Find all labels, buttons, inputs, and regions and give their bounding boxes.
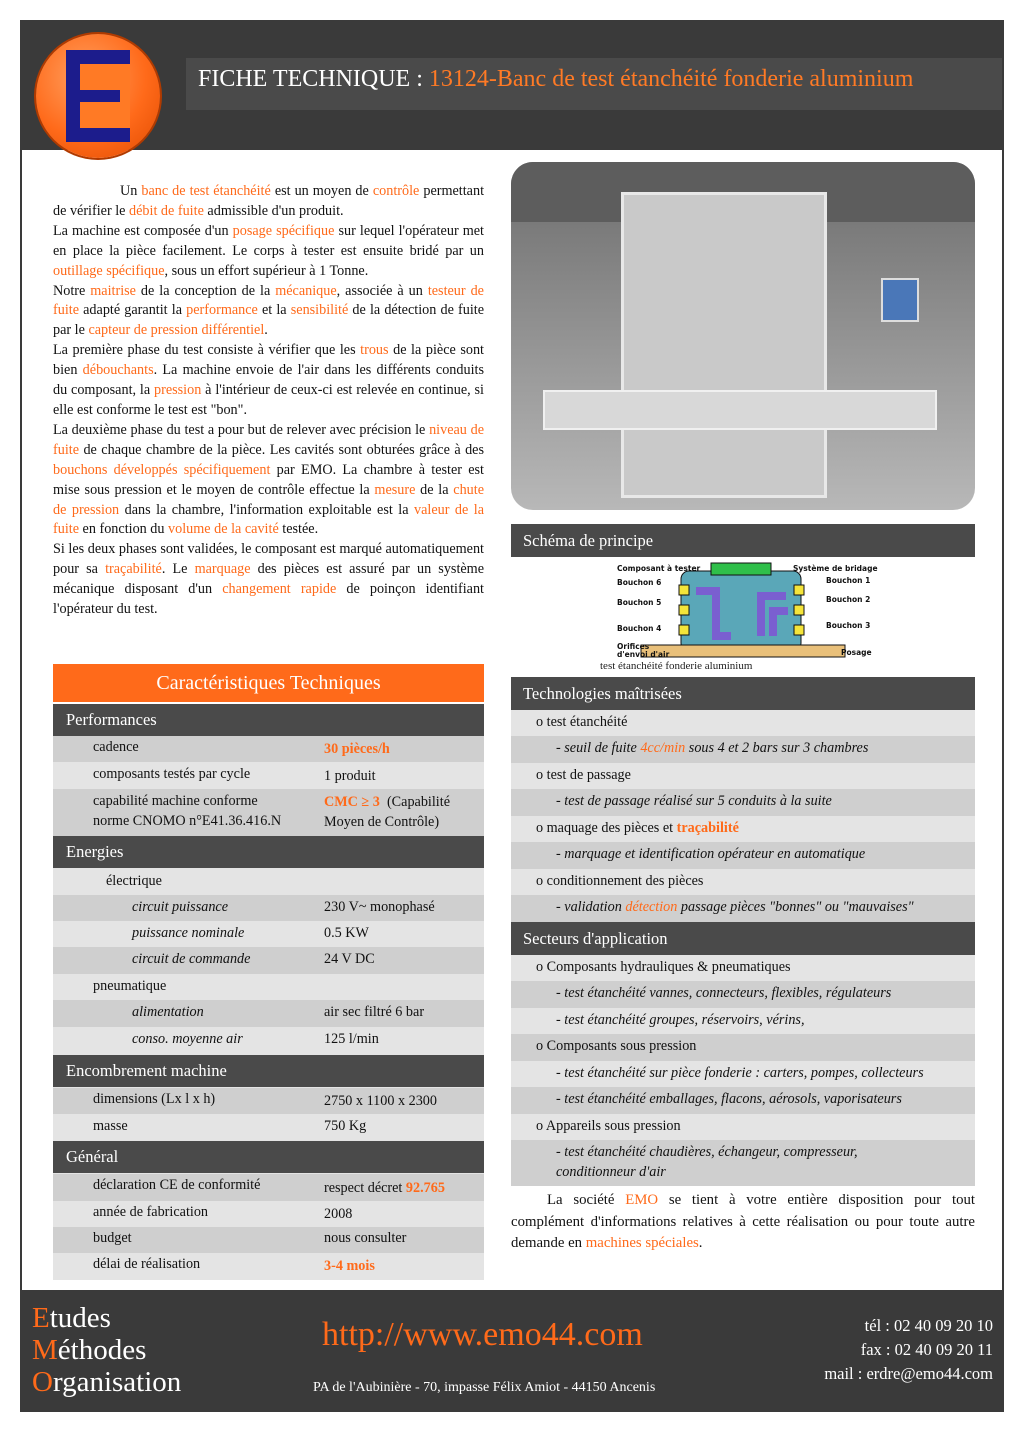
row-pneumatique: pneumatique [93, 978, 167, 994]
intro-text [53, 182, 484, 620]
sector-detail-1b: - test étanchéité groupes, réservoirs, vérins, [556, 1012, 805, 1028]
footer-fax: fax : 02 40 09 20 11 [860, 1340, 993, 1359]
group-general: Général [53, 1141, 484, 1173]
schema-label-b4: Bouchon 4 [617, 624, 662, 633]
intro-paragraph: La deuxième phase du test a pour but de relever avec précision le niveau de fuite de chaque chambre de la pièce. Les cavités sont obturées grâce à des bouchons développés spécifiquement par EMO. La chambre à tester est mise sous pression et le moyen de contrôle effectue la mesure de la chute de pression dans la chambre, l'information exploitable est la valeur de la fuite en fonction du volume de la cavité testée. [53, 421, 485, 538]
intro-paragraph: Notre maitrise de la conception de la mécanique, associée à un testeur de fuite adapté garantit la performance et la sensibilité de la détection de fuite par le capteur de pression différentiel. [53, 282, 485, 339]
tech-item-1: o test étanchéité [536, 714, 628, 730]
schema-label-orifices-2: d'envoi d'air [617, 650, 670, 659]
footer-contact [824, 1314, 993, 1386]
row-circuit-puissance: circuit puissance 230 V~ monophasé [53, 895, 484, 921]
schema-caption: test étanchéité fonderie aluminium [600, 660, 753, 672]
schema-label-bridage: Système de bridage [793, 564, 878, 573]
row-budget: budget nous consulter [53, 1227, 484, 1253]
group-encombrement: Encombrement machine [53, 1055, 484, 1087]
row-alimentation: alimentation air sec filtré 6 bar [53, 1000, 484, 1027]
tech-detail-1: - seuil de fuite 4cc/min sous 4 et 2 bars sur 3 chambres [511, 736, 975, 763]
intro-paragraph: Si les deux phases sont validées, le composant est marqué automatiquement pour sa traçabilité. Le marquage des pièces est assuré par un système mécanique disposant d'un changement rapide de poinçon identifiant l'opérateur du test. [53, 541, 485, 618]
row-circuit-commande: circuit de commande 24 V DC [53, 947, 484, 974]
row-cadence: cadence 30 pièces/h [53, 736, 484, 762]
page-title: FICHE TECHNIQUE : 13124-Banc de test étanchéité fonderie aluminium [198, 66, 914, 92]
row-capabilite: capabilité machine conforme norme CNOMO n°E41.36.416.N CMC ≥ 3 (Capabilité Moyen de Contrôle) [53, 789, 484, 836]
closing-text: La société EMO se tient à votre entière disposition pour tout complément d'informations relatives à cette réalisation ou pour toute autre demande en machines spéciales. [511, 1192, 975, 1251]
row-puissance-nominale: puissance nominale 0.5 KW [132, 925, 369, 941]
row-annee: année de fabrication 2008 [93, 1204, 353, 1222]
tech-item-3: o maquage des pièces et traçabilité [536, 820, 739, 836]
schema-label-orifices-1: Orifices [617, 642, 650, 651]
sector-detail-2a: - test étanchéité sur pièce fonderie : carters, pompes, collecteurs [556, 1065, 924, 1081]
sector-detail-2b: - test étanchéité emballages, flacons, aérosols, vaporisateurs [511, 1087, 975, 1114]
schema-diagram [511, 557, 975, 677]
tech-detail-4: - validation détection passage pièces "bonnes" ou "mauvaises" [511, 895, 975, 922]
schema-label-b2: Bouchon 2 [826, 595, 871, 604]
sector-detail-1a: - test étanchéité vannes, connecteurs, flexibles, régulateurs [511, 981, 975, 1008]
footer-address: PA de l'Aubinière - 70, impasse Félix Amiot - 44150 Ancenis [313, 1380, 656, 1395]
schema-heading: Schéma de principe [511, 524, 975, 557]
row-composants: composants testés par cycle 1 produit [93, 766, 376, 784]
schema-label-b1: Bouchon 1 [826, 576, 871, 585]
characteristics-title: Caractéristiques Techniques [53, 664, 484, 702]
machine-photo [511, 162, 975, 510]
sector-detail-3: - test étanchéité chaudières, échangeur, compresseur, conditionneur d'air [511, 1140, 975, 1186]
row-masse: masse 750 Kg [93, 1118, 367, 1134]
footer-mail[interactable]: mail : erdre@emo44.com [824, 1364, 993, 1383]
footer-company-name: Etudes Méthodes Organisation [32, 1302, 182, 1398]
schema-label-posage: Posage [841, 648, 872, 657]
schema-label-b5: Bouchon 5 [617, 598, 662, 607]
sector-item-3: o Appareils sous pression [536, 1118, 681, 1134]
row-ce: déclaration CE de conformité respect décret 92.765 [53, 1174, 484, 1201]
intro-paragraph: La première phase du test consiste à vérifier que les trous de la pièce sont bien débouchants. La machine envoie de l'air dans les différents conduits du composant, la pression à l'intérieur de ceux-ci est relevée en continue, si elle est conforme le test est "bon". [53, 342, 484, 418]
sector-item-2: o Composants sous pression [511, 1034, 975, 1061]
intro-paragraph: La machine est composée d'un posage spécifique sur lequel l'opérateur met en place la pièce facilement. Le corps à tester est ensuite bridé par un outillage spécifique, sous un effort supérieur à 1 Tonne. [53, 222, 484, 279]
schema-label-b6: Bouchon 6 [617, 578, 662, 587]
row-delai: délai de réalisation 3-4 mois [93, 1256, 375, 1274]
group-performances: Performances [53, 704, 484, 736]
footer-tel: tél : 02 40 09 20 10 [864, 1316, 993, 1335]
row-conso: conso. moyenne air 125 l/min [132, 1031, 379, 1047]
emo-logo [36, 34, 160, 158]
tech-item-4: o conditionnement des pièces [536, 873, 704, 889]
sector-item-1: o Composants hydrauliques & pneumatiques [536, 959, 791, 975]
intro-paragraph: Un banc de test étanchéité est un moyen de contrôle permettant de vérifier le débit de fuite admissible d'un produit. [53, 183, 485, 219]
schema-label-composant: Composant à tester [617, 564, 701, 573]
row-dimensions: dimensions (Lx l x h) 2750 x 1100 x 2300 [53, 1088, 484, 1114]
tech-detail-2: - test de passage réalisé sur 5 conduits à la suite [511, 789, 975, 816]
row-electrique: électrique [106, 873, 162, 889]
secteurs-heading: Secteurs d'application [511, 922, 975, 955]
website-link[interactable]: http://www.emo44.com [322, 1316, 643, 1353]
group-energies: Energies [53, 836, 484, 868]
tech-item-2: o test de passage [536, 767, 631, 783]
technologies-heading: Technologies maîtrisées [511, 677, 975, 710]
schema-label-b3: Bouchon 3 [826, 621, 871, 630]
tech-detail-3: - marquage et identification opérateur en automatique [511, 842, 975, 869]
